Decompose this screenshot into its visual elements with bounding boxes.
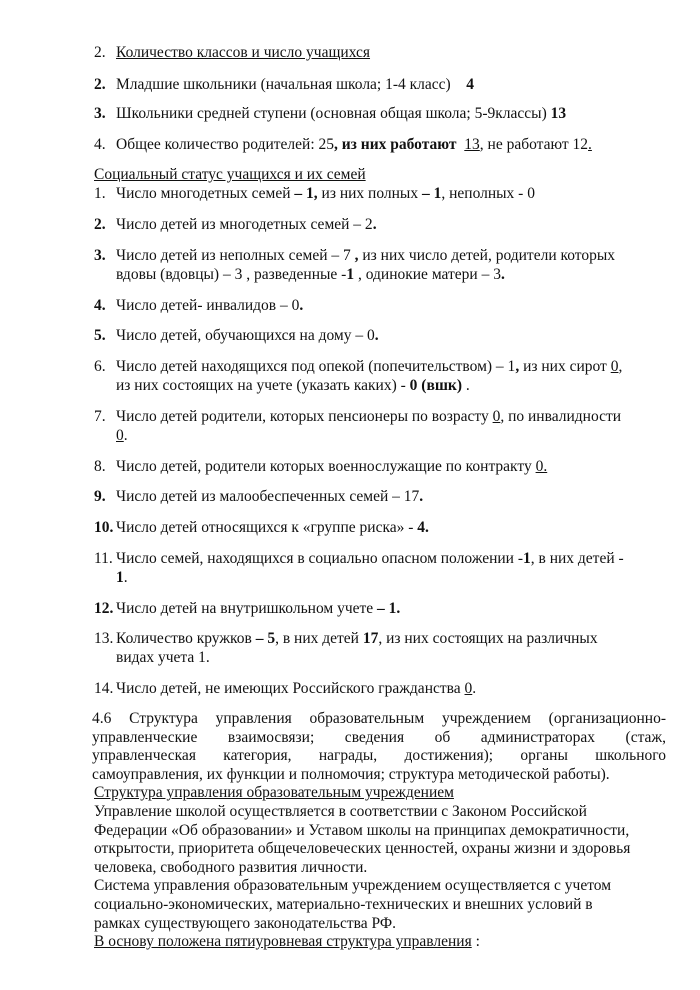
list-number: 2. xyxy=(94,44,106,61)
row-text xyxy=(116,105,566,123)
value: 17 xyxy=(362,630,379,647)
section-4-6-intro xyxy=(92,710,666,952)
parents-not-working: , не работают 12 xyxy=(479,136,589,153)
list-number: 8. xyxy=(94,458,106,475)
text-fragment: , по инвалидности xyxy=(500,408,622,425)
value: 0. xyxy=(535,458,548,475)
value: 1 xyxy=(523,550,531,567)
paragraph-line: Федерации «Об образовании» и Уставом школы на принципах демократичности, xyxy=(94,821,630,839)
text-fragment: из них сирот xyxy=(519,358,611,375)
text-fragment: Количество кружков xyxy=(116,630,256,647)
item-text xyxy=(116,247,615,265)
period: . xyxy=(419,488,424,505)
section-4-6-line: 4.6 Структура управления образовательным учреждением (организационно- xyxy=(92,710,666,727)
text-fragment: Число детей из малообеспеченных семей – 17 xyxy=(116,488,420,505)
value: – 1, xyxy=(294,185,318,202)
text-fragment: Число детей, обучающихся на дому – 0 xyxy=(116,327,375,344)
list-number: 6. xyxy=(94,358,106,375)
period: . xyxy=(472,680,477,697)
item-text xyxy=(116,266,505,284)
section-4-6-line: управленческая категория, награды, достижения); органы школьного xyxy=(92,747,666,765)
text-fragment: Число детей- инвалидов – 0 xyxy=(116,297,300,314)
parents-total: Общее количество родителей: 25 xyxy=(116,136,334,153)
text-fragment: Число детей из неполных семей – 7 xyxy=(116,247,355,264)
text-fragment: Число детей из многодетных семей – 2 xyxy=(116,216,373,233)
list-number: 2. xyxy=(94,76,106,93)
period: . xyxy=(123,427,128,444)
period: . xyxy=(588,136,592,153)
item-text xyxy=(116,377,470,395)
list-number: 4. xyxy=(94,297,106,314)
text-fragment: вдовы (вдовцы) – 3 , разведенные - xyxy=(116,266,347,283)
paragraph-line: рамках существующего законодательства РФ. xyxy=(94,914,396,932)
paragraph-line: открытости, приоритета общечеловеческих ценностей, охраны жизни и здоровья xyxy=(94,840,631,858)
item-text xyxy=(116,427,128,445)
period: . xyxy=(299,297,304,314)
text-fragment: Число детей, не имеющих Российского гражданства xyxy=(116,680,465,697)
list-number: 10. xyxy=(94,519,114,536)
list-number: 13. xyxy=(94,630,114,647)
text-fragment: Число детей относящихся к «группе риска» - xyxy=(116,519,418,536)
closing-line xyxy=(92,933,666,952)
list-number: 11. xyxy=(94,550,113,567)
middle-students-value: 13 xyxy=(550,105,567,122)
value: – 1 xyxy=(421,185,442,202)
item-text xyxy=(116,297,303,315)
text-fragment: Число детей родители, которых пенсионеры по возрасту xyxy=(116,408,493,425)
text-fragment: из них полных xyxy=(317,185,422,202)
list-number: 3. xyxy=(94,247,106,264)
period: . xyxy=(500,266,505,283)
middle-students-label: Школьники средней ступени (основная общая школа; 5-9классы) xyxy=(116,105,547,122)
text-fragment: , неполных - 0 xyxy=(441,185,535,202)
value: 1 xyxy=(116,569,124,586)
value: 0 xyxy=(464,680,473,697)
item-text xyxy=(116,458,547,476)
text-fragment: из них число детей, родители которых xyxy=(358,247,616,264)
item-text xyxy=(116,630,598,648)
social-status-heading: Социальный статус учащихся и их семей xyxy=(94,166,366,183)
period: . xyxy=(372,216,377,233)
list-number: 4. xyxy=(94,136,106,153)
text-fragment: , из них состоящих на различных xyxy=(378,630,598,647)
item-text xyxy=(116,519,429,537)
parents-working-label: , из них работают xyxy=(334,136,457,153)
paragraph-line: Управление школой осуществляется в соответствии с Законом Российской xyxy=(94,802,587,820)
comma: , xyxy=(515,358,520,375)
classes-heading: Количество классов и число учащихся xyxy=(116,44,371,61)
value: – 1. xyxy=(377,600,401,617)
list-number: 9. xyxy=(94,488,106,505)
text-fragment: из них состоящих на учете (указать каких) - xyxy=(116,377,410,394)
list-number: 1. xyxy=(94,185,106,202)
text-fragment: , одинокие матери – 3 xyxy=(354,266,501,283)
list-number: 3. xyxy=(94,105,106,122)
item-text xyxy=(116,408,621,426)
management-structure-heading: Структура управления образовательным учреждением xyxy=(94,784,454,802)
value: 0 xyxy=(492,408,501,425)
text-fragment: Число детей находящихся под опекой (попечительством) – 1 xyxy=(116,358,516,375)
list-number: 7. xyxy=(94,408,106,425)
item-text xyxy=(116,569,128,587)
paragraph-line: Система управления образовательным учреждением осуществляется с учетом xyxy=(94,877,612,895)
item-text xyxy=(116,680,476,698)
text-fragment: Число многодетных семей xyxy=(116,185,295,202)
item-text xyxy=(116,488,423,506)
item-text xyxy=(116,600,400,618)
period: . xyxy=(123,569,128,586)
list-number: 5. xyxy=(94,327,106,344)
text-fragment: , в них детей xyxy=(275,630,363,647)
value: 1 xyxy=(346,266,355,283)
list-number: 2. xyxy=(94,216,106,233)
parents-working-value: 13 xyxy=(464,136,480,153)
value: – 5 xyxy=(255,630,276,647)
text-fragment: Число детей на внутришкольном учете xyxy=(116,600,378,617)
text-fragment: Число семей, находящихся в социально опасном положении - xyxy=(116,550,523,567)
item-text xyxy=(116,550,624,568)
value: 4. xyxy=(417,519,429,536)
paragraph-line: человека, свободного развития личности. xyxy=(94,858,368,876)
five-level-structure-heading: В основу положена пятиуровневая структура управления xyxy=(94,933,472,951)
value: 0 xyxy=(610,358,619,375)
list-number: 14. xyxy=(94,680,114,697)
item-text xyxy=(116,358,622,376)
period: . xyxy=(462,377,470,394)
item-text xyxy=(116,327,379,345)
item-text: видах учета 1. xyxy=(116,649,210,666)
value: 0 (вшк) xyxy=(409,377,462,394)
item-text xyxy=(116,185,535,203)
paragraph-line: социально-экономических, материально-технических и внешних условий в xyxy=(94,895,593,913)
text-fragment: , в них детей - xyxy=(530,550,624,567)
value: 0 xyxy=(116,427,124,444)
row-text xyxy=(116,76,474,94)
comma: , xyxy=(618,358,623,375)
period: . xyxy=(374,327,379,344)
item-text xyxy=(116,216,377,234)
parents-text xyxy=(116,136,592,154)
section-4-6-line: самоуправления, их функции и полномочия; структура методической работы). xyxy=(92,765,610,783)
list-number: 12. xyxy=(94,600,114,617)
comma: , xyxy=(354,247,359,264)
section-4-6-line: управленческие взаимосвязи; сведения об администраторах (стаж, xyxy=(92,728,666,746)
colon: : xyxy=(471,933,480,951)
junior-students-label: Младшие школьники (начальная школа; 1-4 класс) xyxy=(116,76,451,93)
paragraph-law xyxy=(92,803,666,877)
paragraph-system xyxy=(92,877,666,933)
text-fragment: Число детей, родители которых военнослужащие по контракту xyxy=(116,458,536,475)
junior-students-value: 4 xyxy=(466,76,474,93)
